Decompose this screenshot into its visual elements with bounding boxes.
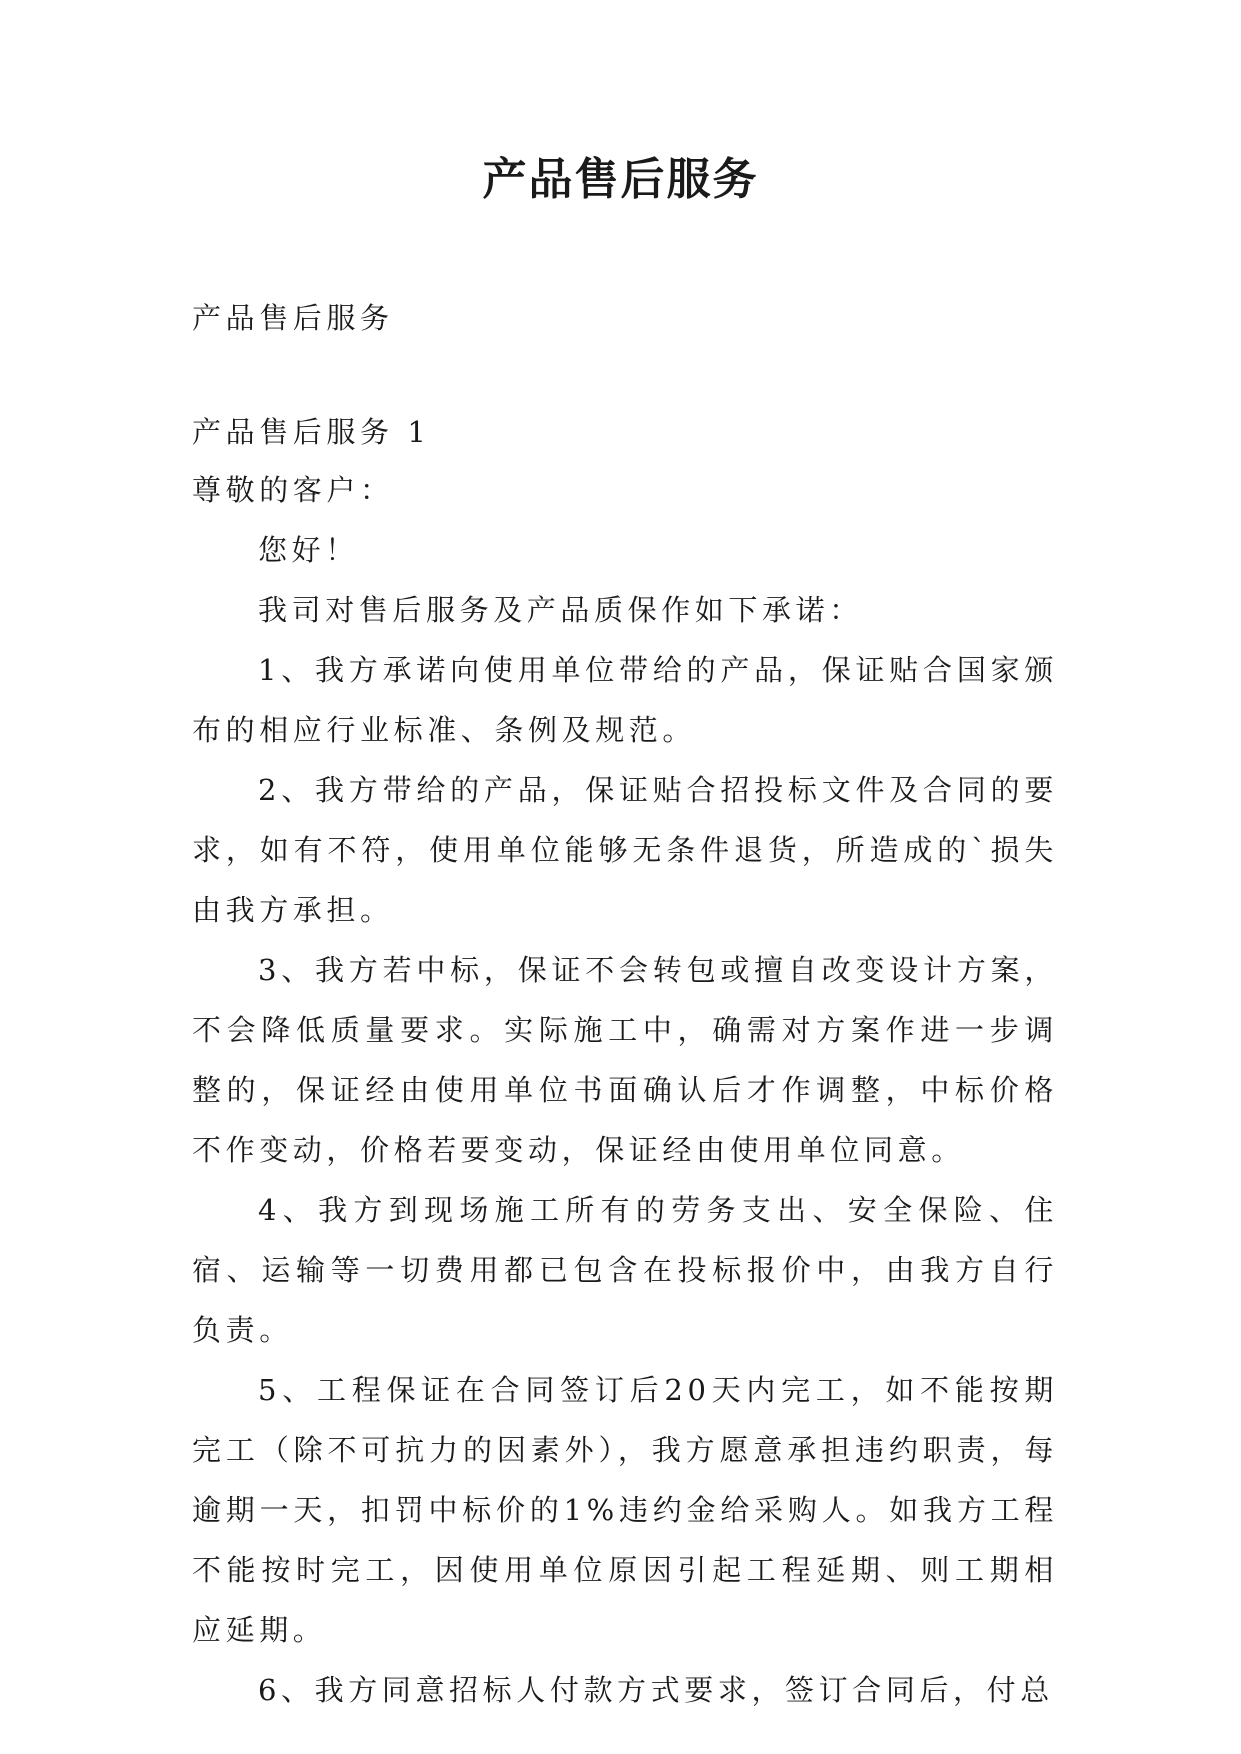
commitment-item-3: 3、我方若中标，保证不会转包或擅自改变设计方案，不会降低质量要求。实际施工中，确需对方案作进一步调整的，保证经由使用单位书面确认后才作调整，中标价格不作变动，价格若要变动，保证经由使用单位同意。 bbox=[192, 953, 1058, 1167]
salutation: 尊敬的客户： bbox=[192, 473, 394, 507]
page-title: 产品售后服务 bbox=[482, 154, 759, 205]
commitment-item-2: 2、我方带给的产品，保证贴合招投标文件及合同的要求，如有不符，使用单位能够无条件退货，所造成的`损失由我方承担。 bbox=[192, 773, 1058, 927]
commitment-item-4: 4、我方到现场施工所有的劳务支出、安全保险、住宿、运输等一切费用都已包含在投标报价中，由我方自行负责。 bbox=[192, 1193, 1058, 1347]
letter-body bbox=[192, 520, 1058, 1720]
commitment-item-1: 1、我方承诺向使用单位带给的产品，保证贴合国家颁布的相应行业标准、条例及规范。 bbox=[192, 653, 1058, 747]
document-subtitle: 产品售后服务 bbox=[192, 301, 394, 335]
intro-paragraph: 我司对售后服务及产品质保作如下承诺： bbox=[258, 593, 863, 627]
commitment-item-6: 6、我方同意招标人付款方式要求，签订合同后，付总 bbox=[258, 1673, 1054, 1707]
section-heading: 产品售后服务 1 bbox=[192, 415, 431, 449]
greeting-paragraph: 您好！ bbox=[258, 533, 359, 567]
commitment-item-5: 5、工程保证在合同签订后20天内完工，如不能按期完工（除不可抗力的因素外），我方愿意承担违约职责，每逾期一天，扣罚中标价的1%违约金给采购人。如我方工程不能按时完工，因使用单位原因引起工程延期、则工期相应延期。 bbox=[192, 1373, 1058, 1647]
